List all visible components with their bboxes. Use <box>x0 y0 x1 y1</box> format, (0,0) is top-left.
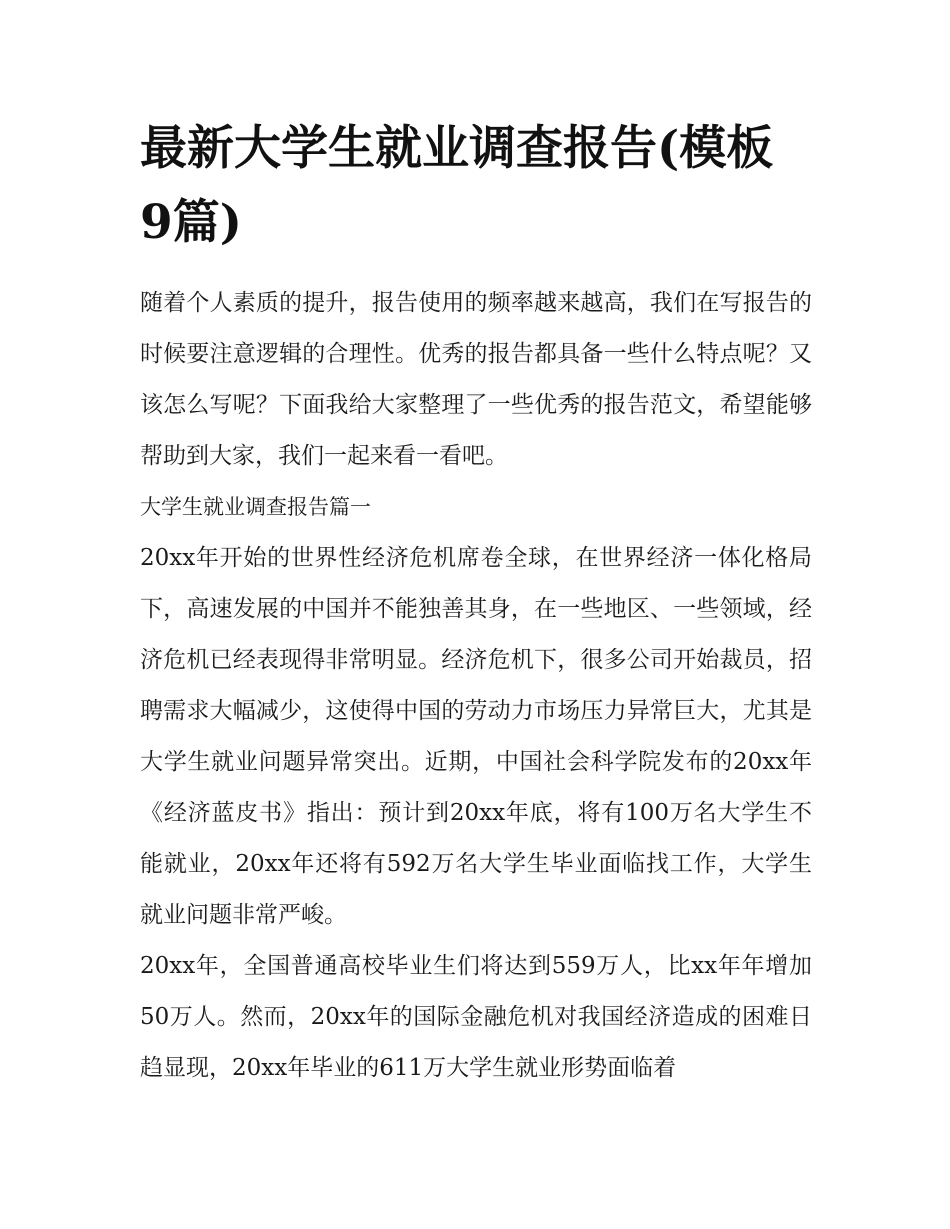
body-paragraph-1: 20xx年开始的世界性经济危机席卷全球，在世界经济一体化格局下，高速发展的中国并不能独善其身，在一些地区、一些领域，经济危机已经表现得非常明显。经济危机下，很多公司开始裁员，招聘需求大幅减少，这使得中国的劳动力市场压力异常巨大，尤其是大学生就业问题异常突出。近期，中国社会科学院发布的20xx年《经济蓝皮书》指出：预计到20xx年底，将有100万名大学生不能就业，20xx年还将有592万名大学生毕业面临找工作，大学生就业问题非常严峻。 <box>140 545 812 928</box>
section-heading: 大学生就业调查报告篇一 <box>140 495 371 519</box>
document-content <box>140 112 812 1094</box>
document-title: 最新大学生就业调查报告(模板 9篇) <box>140 121 774 250</box>
intro-paragraph: 随着个人素质的提升，报告使用的频率越来越高，我们在写报告的时候要注意逻辑的合理性。优秀的报告都具备一些什么特点呢？又该怎么写呢？下面我给大家整理了一些优秀的报告范文，希望能够帮助到大家，我们一起来看一看吧。 <box>140 290 812 469</box>
body-paragraph-2: 20xx年，全国普通高校毕业生们将达到559万人，比xx年年增加50万人。然而，20xx年的国际金融危机对我国经济造成的困难日趋显现，20xx年毕业的611万大学生就业形势面临着 <box>140 953 812 1081</box>
